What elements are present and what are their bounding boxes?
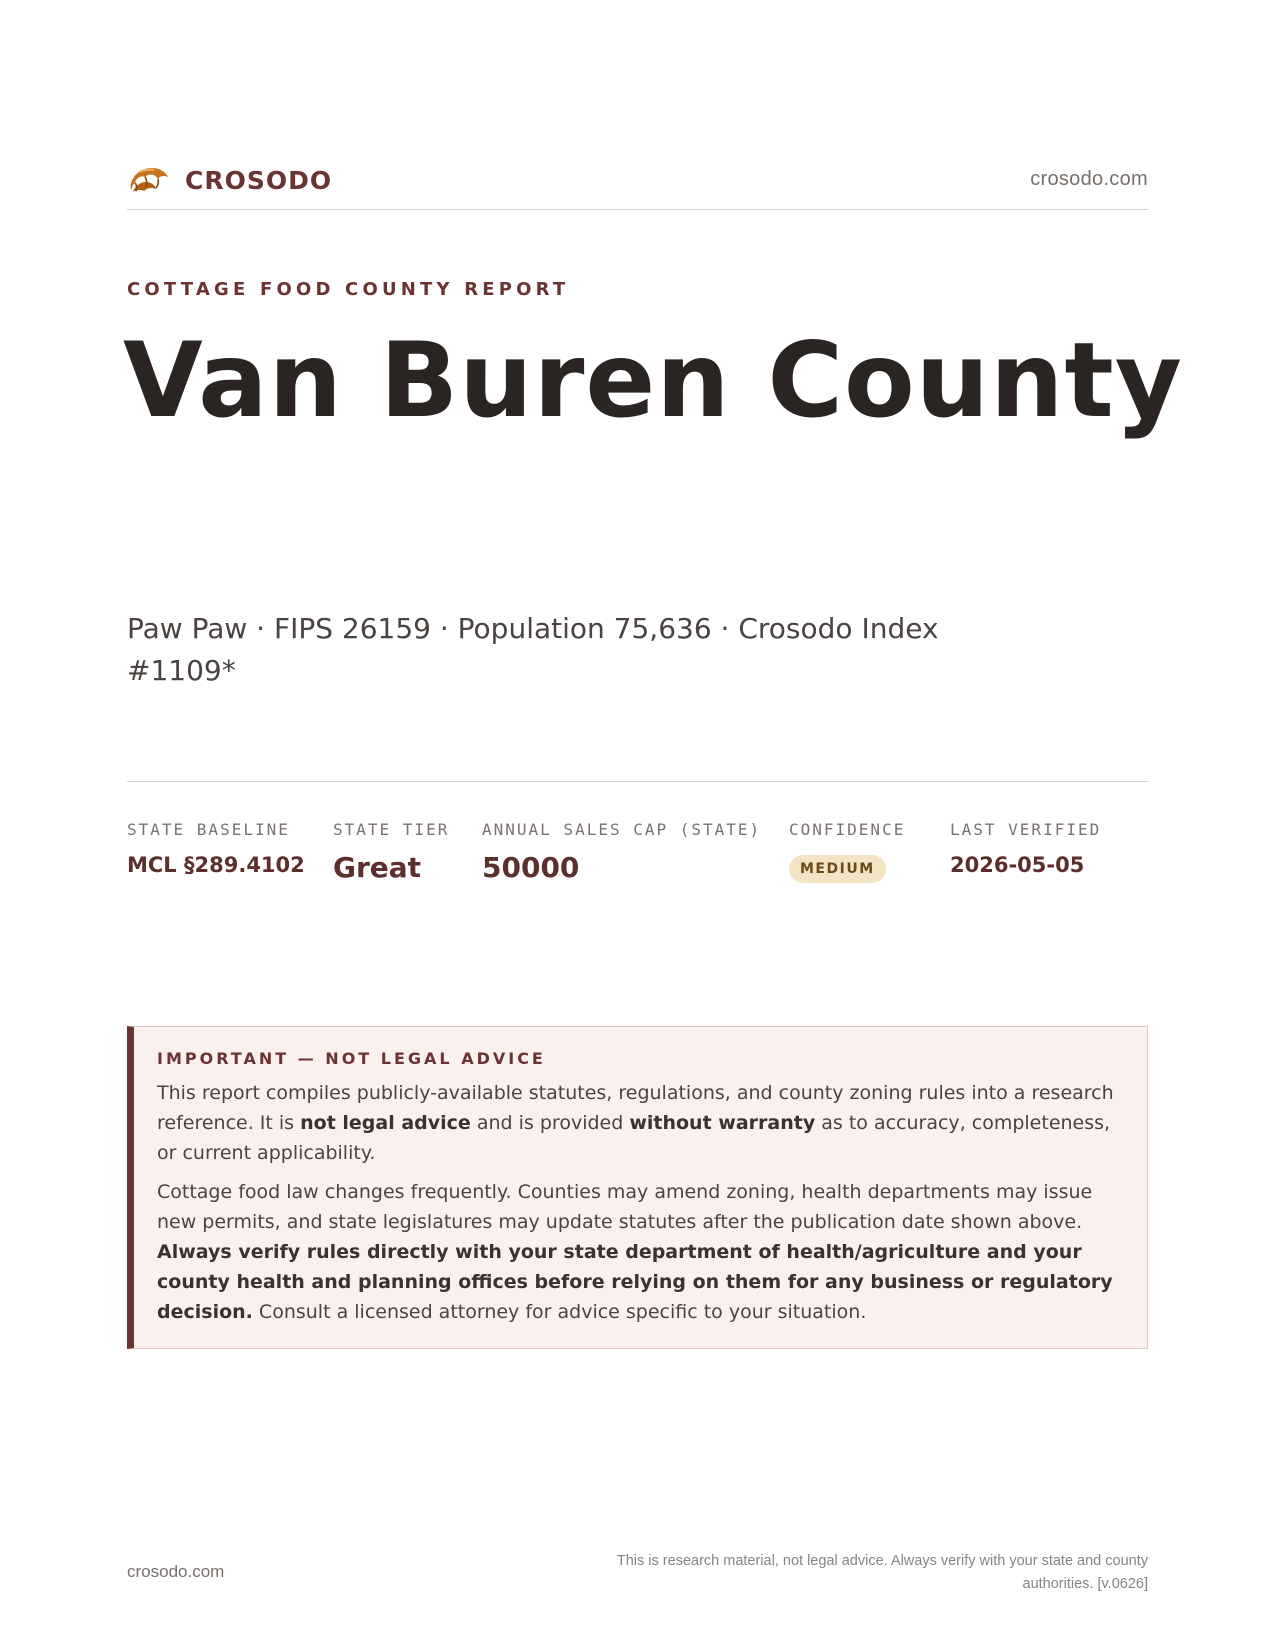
notice-heading: IMPORTANT — NOT LEGAL ADVICE	[157, 1049, 546, 1068]
legal-notice	[127, 1026, 1148, 1349]
report-eyebrow: COTTAGE FOOD COUNTY REPORT	[127, 279, 570, 300]
stat-state-baseline	[127, 820, 305, 877]
stat-state-tier	[333, 820, 449, 884]
stat-value: 2026-05-05	[950, 853, 1085, 877]
croissant-icon	[127, 160, 171, 200]
stats-divider	[127, 781, 1148, 782]
stat-confidence	[789, 820, 905, 883]
notice-paragraph: Cottage food law changes frequently. Counties may amend zoning, health departments may issue new permits, and state legislatures may update statutes after the publication date shown above. Always verify rules directly with your state department of health/agriculture and your county health and planning offices before relying on them for any business or regulatory decision. Consult a licensed attorney for advice specific to your situation.	[157, 1181, 1113, 1323]
brand-name: CROSODO	[185, 165, 333, 195]
stat-value: 50000	[482, 851, 580, 884]
brand[interactable]	[127, 158, 332, 202]
county-title: Van Buren County	[123, 321, 1183, 441]
notice-paragraph: This report compiles publicly-available statutes, regulations, and county zoning rules into a research reference. It is not legal advice and is provided without warranty as to accuracy, completeness, or current applicability.	[157, 1082, 1114, 1164]
stat-label: STATE TIER	[333, 820, 450, 839]
stat-label: ANNUAL SALES CAP (STATE)	[482, 820, 762, 839]
stat-last-verified	[950, 820, 1101, 877]
footer-disclaimer: This is research material, not legal advice. Always verify with your state and county authorities. [v.0626]	[616, 1553, 1148, 1592]
stat-value: Great	[333, 851, 422, 884]
confidence-badge: MEDIUM	[789, 855, 886, 883]
county-subtitle: Paw Paw · FIPS 26159 · Population 75,636 · Crosodo Index #1109*	[127, 612, 939, 687]
footer-link[interactable]: crosodo.com	[127, 1562, 225, 1581]
site-link[interactable]: crosodo.com	[1030, 168, 1148, 190]
stat-label: CONFIDENCE	[789, 820, 906, 839]
page-header	[127, 158, 1148, 210]
stat-value: MCL §289.4102	[127, 853, 305, 877]
stat-label: STATE BASELINE	[127, 820, 290, 839]
stat-sales-cap	[482, 820, 761, 884]
stat-label: LAST VERIFIED	[950, 820, 1102, 839]
